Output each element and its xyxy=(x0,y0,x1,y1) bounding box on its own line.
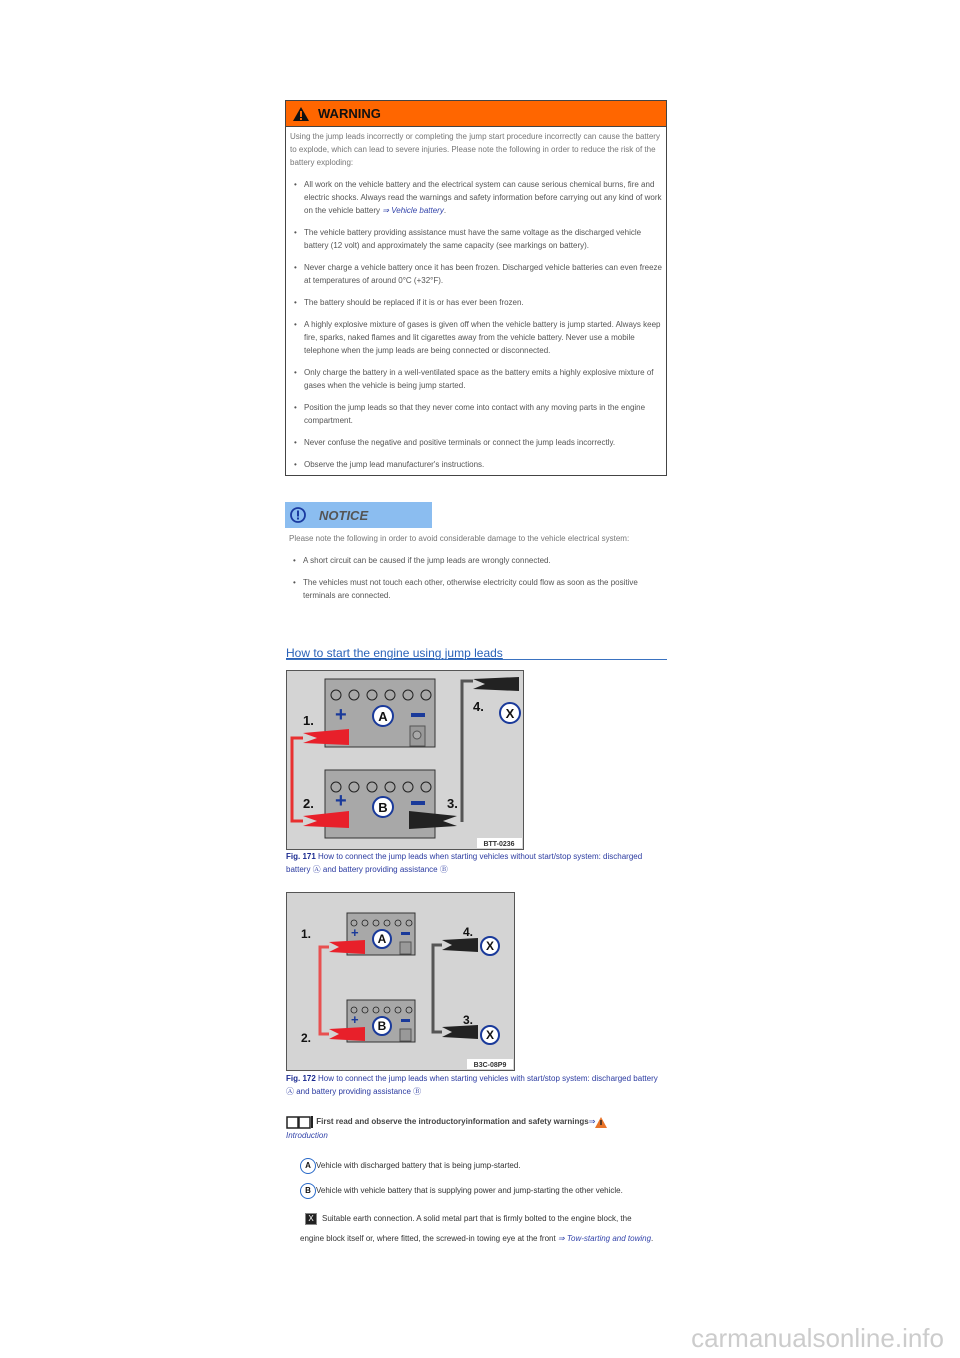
step-1: 1. xyxy=(303,713,314,728)
caption-text: How to connect the jump leads when starting vehicles without start/stop system: discharged battery Ⓐ and battery providing assistance Ⓑ xyxy=(286,852,643,874)
label-x: X xyxy=(485,939,495,953)
introduction-link[interactable]: Introduction xyxy=(286,1131,328,1140)
warning-triangle-icon xyxy=(595,1117,607,1128)
svg-text:+: + xyxy=(335,704,347,726)
figure-172 xyxy=(286,892,515,1071)
fig-number: Fig. 171 xyxy=(286,852,316,861)
key-a: A xyxy=(300,1158,316,1174)
step-4: 4. xyxy=(463,925,474,939)
svg-text:+: + xyxy=(351,925,359,940)
item-end: . xyxy=(443,206,447,215)
figure-code: BTT-0236 xyxy=(483,841,515,848)
legend-item-a xyxy=(300,1158,521,1174)
warning-title: WARNING xyxy=(318,106,381,121)
list-item: • The vehicles must not touch each other, otherwise electricity could flow as soon as the positive terminals are connected. xyxy=(285,576,667,602)
legend-text: Vehicle with discharged battery that is being jump-started. xyxy=(316,1161,521,1171)
list-item: • A highly explosive mixture of gases is given off when the vehicle battery is jump started. Always keep fire, sparks, naked flames and lit cigarettes away from the vehicle battery. Never use a mobile telephone when the jump leads are being connected or disconnected. xyxy=(286,318,666,357)
section-heading[interactable]: How to start the engine using jump leads xyxy=(286,646,667,660)
fig-number: Fig. 172 xyxy=(286,1074,316,1083)
label-b: B xyxy=(378,800,388,815)
vehicle-battery-link[interactable]: ⇒ Vehicle battery xyxy=(382,206,444,215)
list-item: • Observe the jump lead manufacturer's instructions. xyxy=(286,458,666,471)
list-item: • Position the jump leads so that they never come into contact with any moving parts in the engine compartment. xyxy=(286,401,666,427)
label-a: A xyxy=(378,709,388,724)
fig171-diagram xyxy=(287,671,522,848)
end: . xyxy=(651,1234,654,1243)
fig172-diagram xyxy=(287,893,513,1069)
arrow: ⇒ xyxy=(588,1117,596,1127)
watermark: carmanualsonline.info xyxy=(691,1323,944,1353)
legend-item-x xyxy=(300,1212,670,1245)
warning-list xyxy=(286,178,666,471)
list-item: • Only charge the battery in a well-ventilated space as the battery emits a highly explosive mixture of gases when the vehicle is being jump started. xyxy=(286,366,666,392)
warning-intro: Using the jump leads incorrectly or completing the jump start procedure incorrectly can cause the battery to explode, which can lead to severe injuries. Please note the following in order to reduce the risk of the battery exploding: xyxy=(290,132,660,167)
exclamation-circle-icon xyxy=(289,506,307,524)
legend-text: Vehicle with vehicle battery that is supplying power and jump-starting the other vehicle. xyxy=(316,1186,623,1196)
label-x: X xyxy=(485,1028,495,1042)
key-b: B xyxy=(300,1183,316,1199)
figure-171 xyxy=(286,670,524,850)
warning-header xyxy=(286,101,666,127)
item-text: All work on the vehicle battery and the electrical system can cause serious chemical burns, fire and electric shocks. Always read the warnings and safety information before carrying out any kind of work on the vehicle battery xyxy=(304,180,662,215)
tow-starting-link[interactable]: ⇒ Tow-starting and towing xyxy=(557,1234,652,1243)
notice-intro: Please note the following in order to avoid considerable damage to the vehicle electrical system: xyxy=(289,534,630,543)
list-item: • Never charge a vehicle battery once it has been frozen. Discharged vehicle batteries can even freeze at temperatures of around 0°C (+32°F). xyxy=(286,261,666,287)
legend-item-b xyxy=(300,1183,623,1199)
step-4: 4. xyxy=(473,699,484,714)
list-item: • The vehicle battery providing assistance must have the same voltage as the discharged vehicle battery (12 volt) and approximately the same capacity (see markings on battery). xyxy=(286,226,666,252)
fig171-caption xyxy=(286,850,666,876)
warning-triangle-icon xyxy=(292,106,310,122)
step-3: 3. xyxy=(463,1013,474,1027)
figure-code: B3C-08P9 xyxy=(473,1062,507,1069)
label-a: A xyxy=(377,932,387,946)
fig172-caption xyxy=(286,1072,666,1098)
notice-list xyxy=(285,554,667,602)
step-2: 2. xyxy=(301,1031,312,1045)
svg-text:+: + xyxy=(351,1012,359,1027)
earth-icon: X xyxy=(305,1213,317,1225)
legend-text-cont: engine block itself or, where fitted, the screwed-in towing eye at the front xyxy=(300,1234,558,1243)
notice-title: NOTICE xyxy=(319,507,369,523)
intro-note-text: First read and observe the introductoryinformation and safety warnings xyxy=(316,1117,589,1127)
svg-text:+: + xyxy=(335,790,347,812)
step-2: 2. xyxy=(303,796,314,811)
label-x: X xyxy=(505,706,515,721)
notice-header xyxy=(285,502,432,528)
list-item: • A short circuit can be caused if the jump leads are wrongly connected. xyxy=(285,554,667,567)
list-item xyxy=(286,178,666,217)
list-item: • The battery should be replaced if it is or has ever been frozen. xyxy=(286,296,666,309)
step-3: 3. xyxy=(447,796,458,811)
intro-note xyxy=(286,1115,666,1142)
warning-box xyxy=(285,100,667,476)
notice-body xyxy=(285,532,667,602)
book-icon xyxy=(286,1115,314,1129)
list-item: • Never confuse the negative and positive terminals or connect the jump leads incorrectly. xyxy=(286,436,666,449)
legend-text: Suitable earth connection. A solid metal part that is firmly bolted to the engine block, the xyxy=(322,1214,632,1223)
caption-text: How to connect the jump leads when starting vehicles with start/stop system: discharged battery Ⓐ and battery providing assistance Ⓑ xyxy=(286,1074,658,1096)
label-b: B xyxy=(377,1019,387,1033)
step-1: 1. xyxy=(301,927,312,941)
